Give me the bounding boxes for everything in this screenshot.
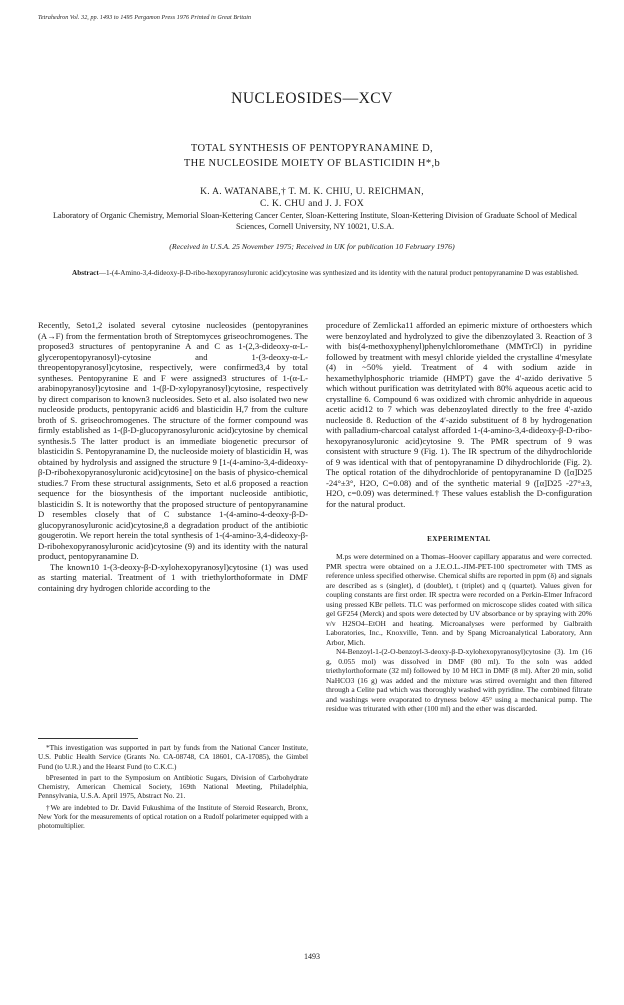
- abstract-text: —1-(4-Amino-3,4-dideoxy-β-D-ribo-hexopyranosyluronic acid)cytosine was synthesized and its identity with the natural product pentopyranamine D was established.: [98, 269, 579, 277]
- footnotes: [38, 743, 308, 833]
- subtitle-line: THE NUCLEOSIDE MOIETY OF BLASTICIDIN H*,b: [183, 158, 441, 169]
- footnote-divider: [38, 738, 138, 739]
- body-paragraph: procedure of Zemlicka11 afforded an epimeric mixture of orthoesters which were benzoylated and hydrolyzed to give the dibenzoylated 3. Reaction of 3 with bis(4-methoxyphenyl)phenylchloromethane (MMTrCl) in pyridine followed by treatment with mesyl chloride yielded the crystalline 4′mesylate (4) in ~50% yield. Treatment of 4 with sodium azide in hexamethylphosphoric triamide (HMPT) gave the 4′-azido derivative 5 which without purification was detritylated with 80% aqueous acetic acid to crystalline 6. Compound 6 was oxidized with chromic anhydride in aqueous acetic acid12 to 7 which was debenzoylated directly to the free 4′-azido nucleoside 8. Reduction of the 4′-azido substituent of 8 by hydrogenation with palladium-charcoal catalyst afforded 1-(4-amino-3,4-dideoxy-β-D-ribo-hexopyranosyluronic acid)cytosine 9. The PMR spectrum of 9 was consistent with structure 9 (Fig. 1). The IR spectrum of the dihydrochloride of 9 was identical with that of pentopyranamine D dihydrochloride (Fig. 2). The optical rotation of the dihydrochloride of pentopyranamine D ([α]D25 -24°±3°, H2O, C=0.08) and of the synthetic material 9 ([α]D25 -27°±3, H2O, c=0.09) was determined.† These values establish the D-configuration for the natural product.: [326, 320, 592, 509]
- article-subtitle: [0, 141, 624, 171]
- footnote: *This investigation was supported in part by funds from the National Cancer Institute, U.S. Public Health Service (Grants No. CA-08748, CA 18601, CA-17085), the Gimbel Fund (to U.R.) and the Hearst Fund (to C.K.C.): [38, 743, 308, 771]
- page-number: 1493: [304, 952, 320, 961]
- authors-line: K. A. WATANABE,† T. M. K. CHIU, U. REICHMAN,: [200, 187, 424, 197]
- body-paragraph: The known10 1-(3-deoxy-β-D-xylohexopyranosyl)cytosine (1) was used as starting material. Treatment of 1 with triethylorthoformate in DMF containing dry hydrogen chloride according to the: [38, 561, 308, 593]
- article-title: NUCLEOSIDES—XCV: [231, 90, 393, 107]
- footnote: †We are indebted to Dr. David Fukushima of the Institute of Steroid Research, Bronx, New York for the measurements of optical rotation on a Rudolf polarimeter equipped with a photomultiplier.: [38, 802, 308, 831]
- abstract-label: Abstract: [72, 269, 99, 277]
- affiliation: Laboratory of Organic Chemistry, Memorial Sloan-Kettering Cancer Center, Sloan-Kettering Institute, Sloan-Kettering Division of Graduate School of Medical Sciences, Cornell University, NY 10021, U.S.A.: [53, 211, 577, 231]
- left-column: [38, 320, 308, 593]
- experimental-paragraph: N4-Benzoyl-1-(2-O-benzoyl-3-deoxy-β-D-xylohexopyranosyl)cytosine (3). 1m (16 g, 0.055 mol) was dissolved in DMF (80 ml). To the soln was added triethylorthoformate (32 ml) followed by 10 M HCl in DMF (8 ml). After 20 min, solid NaHCO3 (16 g) was added and the mixture was stirred overnight and then filtered through a Celite pad which was thoroughly washed with pyridine. The combined filtrate and washings were evaporated to dryness below 45° using a mechanical pump. The residue was triturated with ether (100 ml) and the ether was discarded.: [326, 647, 592, 713]
- received-dates: (Received in U.S.A. 25 November 1975; Received in UK for publication 10 February 1976): [169, 242, 455, 251]
- journal-header: Tetrahedron Vol. 32, pp. 1493 to 1495 Pergamon Press 1976 Printed in Great Britain: [38, 15, 252, 21]
- right-column: [326, 320, 592, 509]
- subtitle-line: TOTAL SYNTHESIS OF PENTOPYRANAMINE D,: [190, 143, 434, 154]
- authors-line: C. K. CHU and J. J. FOX: [259, 199, 365, 209]
- experimental-paragraph: M.ps were determined on a Thomas–Hoover capillary apparatus and were corrected. PMR spectra were obtained on a J.E.O.L.-JIM-PET-100 spectrometer with TMS as reference unless specified otherwise. Chemical shifts are reported in ppm (δ) and signals are described as s (singlet), d (doublet), t (triplet) and q (quartet). Values given for coupling constants are first order. IR spectra were recorded on a Perkin-Elmer Infracord using pressed KBr pellets. TLC was performed on microscope slides coated with silica gel GF254 (Merck) and spots were detected by UV absorbance or by spraying with 20% v/v H2SO4–EtOH and heating. Microanalyses were performed by Galbraith Laboratories, Inc., Knoxville, Tenn. and by Spang Microanalytical Laboratory, Ann Arbor, Mich.: [326, 552, 592, 647]
- experimental-heading: EXPERIMENTAL: [427, 535, 491, 543]
- footnote: bPresented in part to the Symposium on Antibiotic Sugars, Division of Carbohydrate Chemistry, American Chemical Society, 169th National Meeting, Philadelphia, Pennsylvania, U.S.A. April 1975, Abstract No. 21.: [38, 772, 308, 801]
- abstract: [72, 268, 592, 278]
- body-paragraph: Recently, Seto1,2 isolated several cytosine nucleosides (pentopyranines (A→F) from the fermentation broth of Streptomyces griseochromogenes. The proposed3 structures of pentopyranine A and C as 1-(2,3-dideoxy-α-L-glyceropentopyranosyl)-cytosine and 1-(3-deoxy-α-L-threopentopyranosyl)cytosine, respectively, were confirmed3,4 by total syntheses. Pentopyranine E and F were assigned3 structures of 1-(α-L-arabinopyranosyl)cytosine and 1-(β-D-xylopyranosyl)cytosine, respectively by direct comparison to known3 nucleosides. Seto et al. also isolated two new nucleoside products, pentopyranic acid6 and blasticidin H,7 from the culture broth of S. griseochromogenes. The structure of the former compound was firmly established as 1-(β-D-glucopyranosyluronic acid)cytosine by chemical synthesis.5 The latter product is an immediate biogenetic precursor of blasticidin S. Pentopyranamine D, the nucleoside moiety of blasticidin H, was obtained by hydrolysis and assigned the structure 9 [1-(4-amino-3,4-dideoxy-β-D-ribohexopyranosyluronic acid)cytosine] on the basis of physico-chemical studies.7 From these structural assignments, Seto et al.6 proposed a reaction sequence for the biosynthesis of the important nucleoside antibiotic, blasticidin S. It is noteworthy that the proposed structure of pentopyranamine D resembles closely that of C substance 1-(4-amino-4-deoxy-β-D-glucopyranosyluronic acid)cytosine,8 a degradation product of the antibiotic gougerotin. We report herein the total synthesis of 1-(4-amino-3,4-dideoxy-β-D-ribohexopyranosyluronic acid)cytosine (9) and its identity with the natural product, pentopyranamine D.: [38, 320, 308, 561]
- experimental-section: [326, 552, 592, 714]
- authors: [0, 186, 624, 210]
